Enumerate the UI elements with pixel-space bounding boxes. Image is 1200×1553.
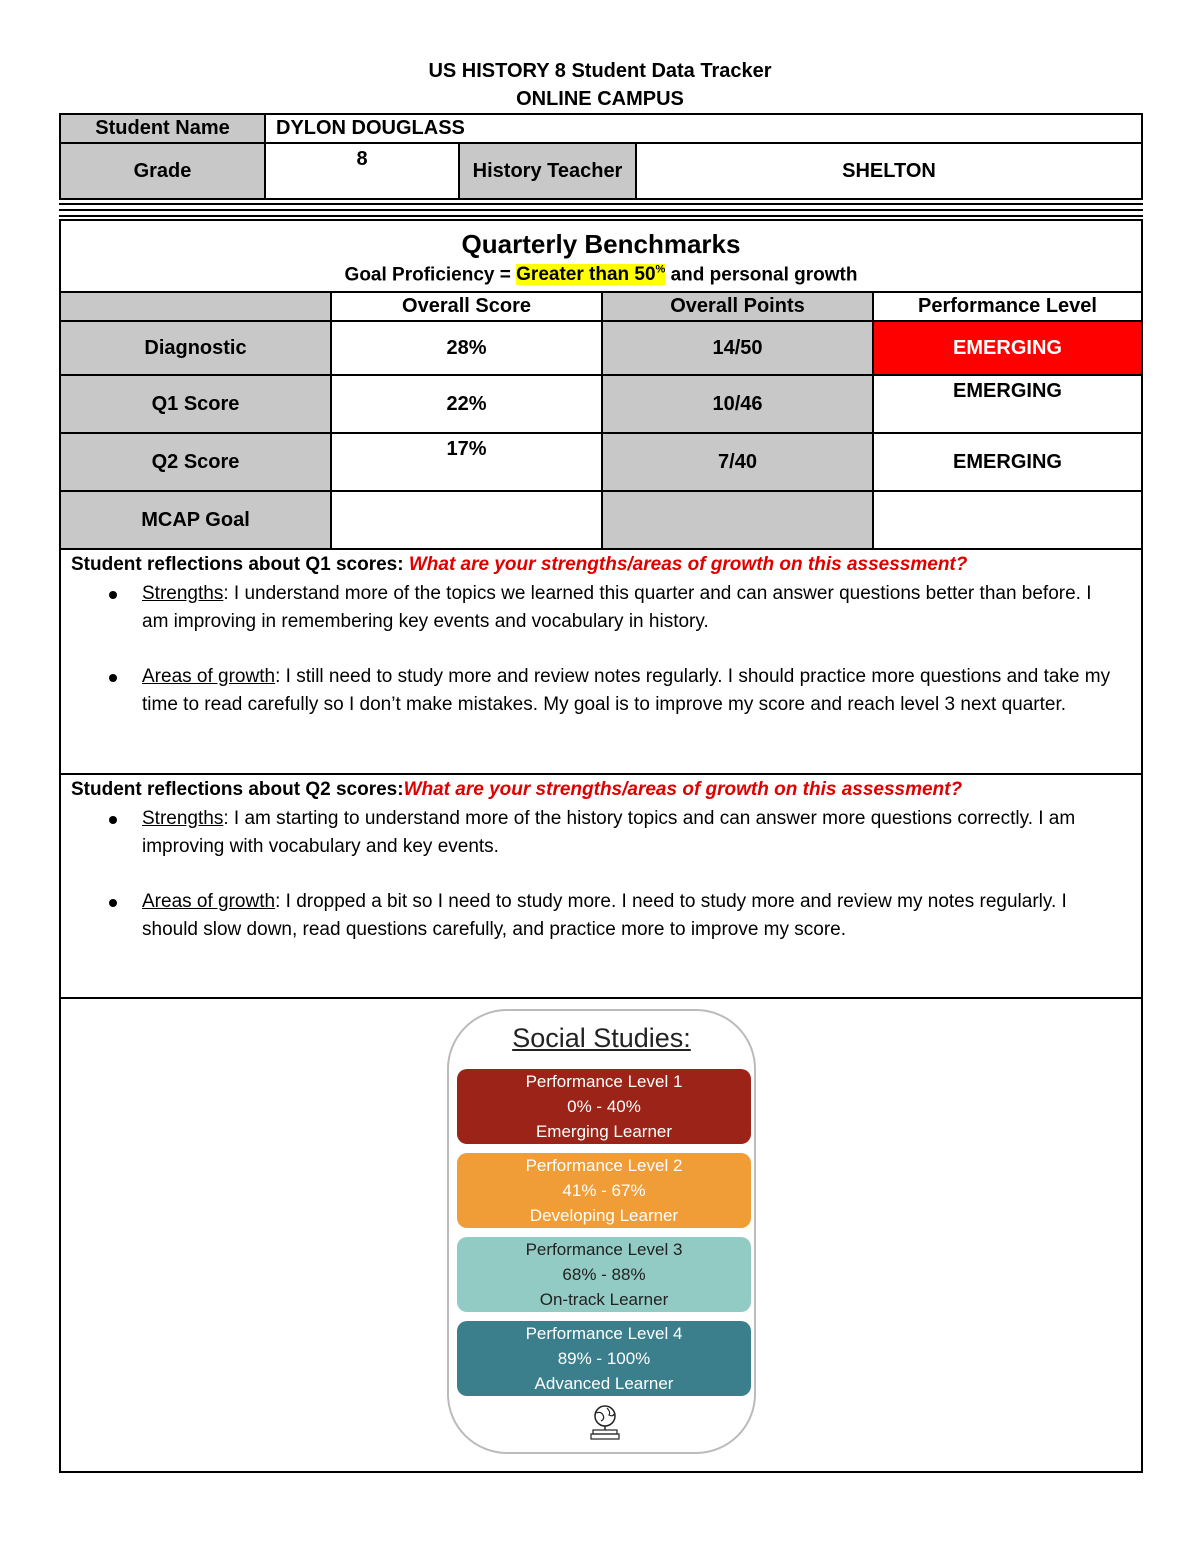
q1-growth-text: : I still need to study more and review notes regularly. I should practice more questions and take my time to read carefully so I don’t make mistakes. My goal is to improve my score and reach level 3 next quarter. xyxy=(142,666,1111,715)
column-header-overall-points: Overall Points xyxy=(601,291,874,322)
column-header-overall-score: Overall Score xyxy=(330,291,603,322)
globe-books-icon xyxy=(585,1403,625,1443)
q1-points: 10/46 xyxy=(601,374,874,434)
q1-score: 22% xyxy=(330,374,603,434)
goal-prefix: Goal Proficiency = xyxy=(344,264,517,286)
q1-reflection-heading: Student reflections about Q1 scores: What are your strengths/areas of growth on this assessment? xyxy=(71,554,968,575)
page-subtitle: ONLINE CAMPUS xyxy=(516,88,684,110)
q2-growth xyxy=(142,888,1121,944)
legend-level-4-desc: Advanced Learner xyxy=(534,1374,674,1393)
legend-level-3-name: Performance Level 3 xyxy=(525,1240,683,1259)
legend-level-3 xyxy=(457,1237,751,1312)
diagnostic-points: 14/50 xyxy=(601,320,874,376)
goal-highlight: Greater than 50% xyxy=(516,264,666,286)
q2-strengths-text: : I am starting to understand more of the history topics and can answer more questions correctly. I am improving with vocabulary and key events. xyxy=(142,808,1076,857)
q2-reflection-heading: Student reflections about Q2 scores:What are your strengths/areas of growth on this assessment? xyxy=(71,779,963,800)
q1-strengths-label: Strengths xyxy=(142,583,224,604)
benchmarks-title: Quarterly Benchmarks xyxy=(461,229,741,259)
goal-proficiency xyxy=(61,264,1141,286)
row-label-mcap-goal: MCAP Goal xyxy=(59,490,332,550)
legend-level-2-desc: Developing Learner xyxy=(529,1206,679,1225)
row-label-q2: Q2 Score xyxy=(59,432,332,492)
q1-growth xyxy=(142,663,1121,719)
student-name-value: DYLON DOUGLASS xyxy=(264,113,1143,144)
q2-points: 7/40 xyxy=(601,432,874,492)
student-name-label: Student Name xyxy=(59,113,266,144)
performance-level-legend xyxy=(447,1009,756,1454)
history-teacher-label: History Teacher xyxy=(458,142,637,200)
grade-value: 8 xyxy=(264,142,460,200)
mcap-goal-score xyxy=(330,490,603,550)
q2-growth-label: Areas of growth xyxy=(142,891,276,912)
page-title: US HISTORY 8 Student Data Tracker xyxy=(428,60,772,82)
q1-strengths-text: : I understand more of the topics we learned this quarter and can answer questions better than before. I am improving in remembering key events and vocabulary in history. xyxy=(142,583,1092,632)
column-header-blank xyxy=(59,291,332,322)
grade-label: Grade xyxy=(59,142,266,200)
legend-level-2-range: 41% - 67% xyxy=(562,1181,646,1200)
legend-level-3-range: 68% - 88% xyxy=(562,1265,646,1284)
diagnostic-score: 28% xyxy=(330,320,603,376)
q2-strengths xyxy=(142,805,1121,861)
separator-line xyxy=(59,209,1143,211)
q1-reflection-question: What are your strengths/areas of growth on this assessment? xyxy=(408,554,968,575)
history-teacher-value: SHELTON xyxy=(635,142,1143,200)
q1-strengths xyxy=(142,580,1121,636)
q2-level: EMERGING xyxy=(872,432,1143,492)
separator-line xyxy=(59,203,1143,205)
legend-level-4 xyxy=(457,1321,751,1396)
legend-level-4-name: Performance Level 4 xyxy=(525,1324,683,1343)
q2-score: 17% xyxy=(330,432,603,492)
legend-level-1-range: 0% - 40% xyxy=(567,1097,641,1116)
row-label-q1: Q1 Score xyxy=(59,374,332,434)
q1-growth-label: Areas of growth xyxy=(142,666,276,687)
q2-reflection-section xyxy=(59,773,1143,999)
mcap-goal-level xyxy=(872,490,1143,550)
q2-strengths-label: Strengths xyxy=(142,808,224,829)
diagnostic-level: EMERGING xyxy=(872,320,1143,376)
column-header-performance-level: Performance Level xyxy=(872,291,1143,322)
row-label-diagnostic: Diagnostic xyxy=(59,320,332,376)
q2-reflection-question: What are your strengths/areas of growth on this assessment? xyxy=(403,779,963,800)
benchmarks-header xyxy=(59,219,1143,293)
mcap-goal-points xyxy=(601,490,874,550)
goal-suffix: and personal growth xyxy=(665,264,858,286)
legend-level-2 xyxy=(457,1153,751,1228)
q1-reflection-section xyxy=(59,548,1143,775)
legend-level-3-desc: On-track Learner xyxy=(539,1290,669,1309)
legend-level-1-name: Performance Level 1 xyxy=(525,1072,683,1091)
legend-title: Social Studies: xyxy=(512,1023,691,1053)
legend-level-1-desc: Emerging Learner xyxy=(535,1122,673,1141)
q2-growth-text: : I dropped a bit so I need to study more. I need to study more and review my notes regularly. I should slow down, read questions carefully, and practice more to improve my score. xyxy=(142,891,1067,940)
separator-line xyxy=(59,215,1143,217)
legend-level-4-range: 89% - 100% xyxy=(557,1349,651,1368)
q1-level: EMERGING xyxy=(872,374,1143,434)
legend-level-2-name: Performance Level 2 xyxy=(525,1156,683,1175)
legend-level-1 xyxy=(457,1069,751,1144)
